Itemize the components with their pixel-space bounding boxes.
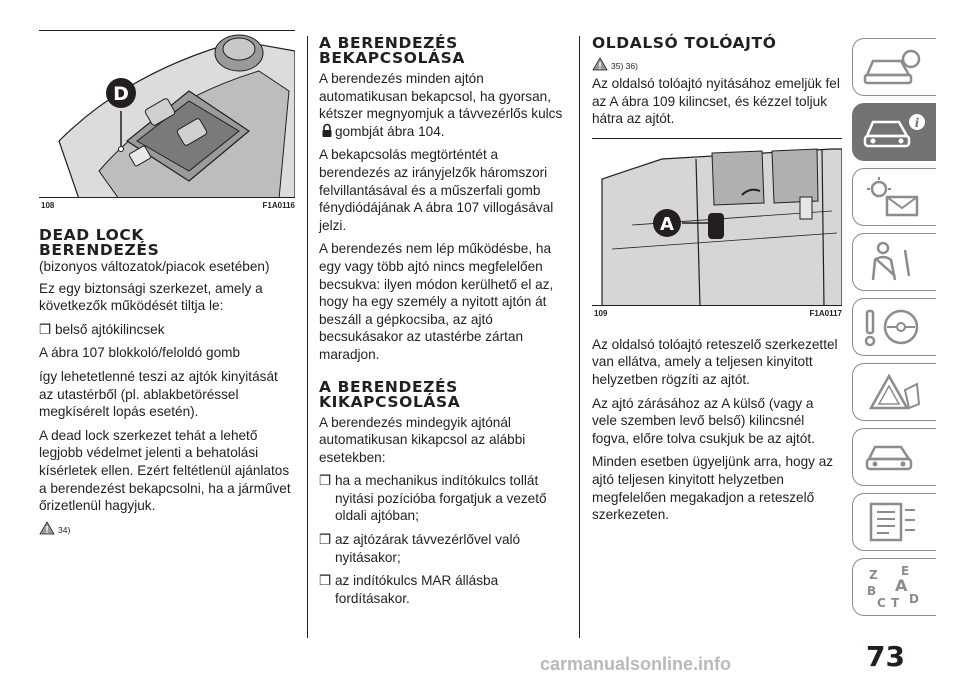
dead-lock-bullet1: ❒ belső ajtókilincsek bbox=[39, 321, 165, 337]
padlock-icon bbox=[321, 123, 333, 138]
car-info-icon bbox=[861, 110, 927, 154]
watermark: carmanualsonline.info bbox=[540, 654, 732, 674]
figure-109-caption bbox=[592, 306, 842, 318]
activation-p1 bbox=[319, 70, 565, 140]
warning-icon bbox=[39, 521, 55, 535]
figure-108-number: 108 bbox=[41, 201, 55, 210]
deactivation-p1: A berendezés mindegyik ajtónál automatikusan kikapcsol az alábbi esetekben: bbox=[319, 414, 526, 465]
index-letter: Z bbox=[869, 568, 878, 582]
document-list-icon bbox=[861, 500, 927, 544]
steering-wheel-icon bbox=[861, 305, 927, 349]
dead-lock-p3: így lehetetlenné teszi az ajtók kinyitását az utastérből (pl. ablakbetöréssel megkísérelt lopás esetén). bbox=[39, 368, 278, 420]
tab-warning-lights[interactable] bbox=[852, 168, 936, 226]
callout-d-label: D bbox=[113, 83, 129, 105]
sliding-door-p4: Minden esetben ügyeljünk arra, hogy az ajtó teljesen kinyitott helyzetben megfelelően megakadjon a reteszelő szerkezeten. bbox=[592, 454, 834, 523]
figure-109 bbox=[592, 138, 842, 306]
figure-108 bbox=[39, 30, 295, 198]
activation-p1-after: gombját ábra 104. bbox=[335, 123, 445, 139]
tab-knowing-the-car[interactable] bbox=[852, 38, 936, 96]
activation-p1-before: A berendezés minden ajtón automatikusan bekapcsol, ha gyorsan, kétszer megnyomjuk a távvezérlős kulcs bbox=[319, 71, 563, 122]
column-sliding-door bbox=[592, 36, 842, 530]
dead-lock-note: (bizonyos változatok/piacok esetében) bbox=[39, 259, 270, 274]
tab-index[interactable] bbox=[852, 558, 936, 616]
activation-heading bbox=[319, 36, 565, 66]
emergency-triangle-icon bbox=[861, 370, 927, 414]
dead-lock-warning-ref bbox=[39, 521, 295, 535]
sliding-door-p2: Az oldalsó tolóajtó reteszelő szerkezettel van ellátva, amely a teljesen kinyitott helyzetben rögzíti az ajtót. bbox=[592, 336, 838, 387]
tab-servicing-and-care[interactable] bbox=[852, 428, 936, 486]
activation-heading-line1: A BERENDEZÉS bbox=[319, 34, 458, 52]
figure-108-caption bbox=[39, 198, 295, 210]
sliding-door-p1: Az oldalsó tolóajtó nyitásához emeljük fel az A ábra 109 kilincset, és kézzel toljuk hátra az ajtót. bbox=[592, 76, 840, 127]
tab-knowing-the-vehicle-info[interactable] bbox=[852, 103, 936, 161]
index-letter: C bbox=[877, 596, 886, 609]
deactivation-heading-line1: A BERENDEZÉS bbox=[319, 377, 458, 396]
dead-lock-p1: Ez egy biztonsági szerkezet, amely a következők működését tiltja le: bbox=[39, 280, 263, 314]
column-dead-lock bbox=[39, 30, 295, 541]
deactivation-bullet2: ❒ az ajtózárak távvezérlővel való nyitásakor; bbox=[319, 532, 521, 565]
dead-lock-heading-line2: BERENDEZÉS bbox=[39, 241, 160, 259]
sliding-door-ref-text: 35) 36) bbox=[611, 61, 638, 71]
figure-109-code: F1A0117 bbox=[809, 308, 842, 318]
activation-p2: A bekapcsolás megtörténtét a berendezés az irányjelzők háromszori felvillantásával és a műszerfali gomb fénydiódájának A ábra 107 villogásával jelzi. bbox=[319, 147, 554, 233]
column-divider-2 bbox=[579, 36, 580, 638]
callout-a-label: A bbox=[660, 213, 674, 235]
alphabet-index-icon bbox=[861, 565, 927, 609]
sliding-door-heading: OLDALSÓ TOLÓAJTÓ bbox=[592, 34, 777, 52]
column-activation bbox=[319, 36, 565, 613]
deactivation-bullet1: ❒ ha a mechanikus indítókulcs tollát nyitási pozícióba forgatjuk a vezető oldali ajtóban; bbox=[319, 473, 547, 524]
figure-108-code: F1A0116 bbox=[262, 201, 295, 210]
tab-in-an-emergency[interactable] bbox=[852, 363, 936, 421]
activation-p3: A berendezés nem lép működésbe, ha egy vagy több ajtó nincs megfelelően becsukva: ilyen módon kerülhető el az, hogy ha egy személy a nyitott ajtón át beszáll a gépkocsiba, az ajtó becsukásakor az utastérbe zártan maradjon. bbox=[319, 241, 554, 362]
sliding-door-p3: Az ajtó zárásához az A külső (vagy a vele szemben levő belső) kilincsnél fogva, előre tolva csukjuk be az ajtót. bbox=[592, 395, 815, 446]
index-letter: D bbox=[909, 592, 919, 606]
index-letter: T bbox=[891, 596, 900, 609]
deactivation-heading bbox=[319, 377, 565, 411]
warning-lights-icon bbox=[861, 175, 927, 219]
dead-lock-ref-text: 34) bbox=[58, 524, 71, 535]
door-switch-illustration bbox=[39, 31, 295, 198]
tab-safety[interactable] bbox=[852, 233, 936, 291]
index-letter: E bbox=[901, 565, 910, 578]
svg-text:i: i bbox=[914, 116, 920, 130]
figure-109-number: 109 bbox=[594, 308, 608, 318]
van-sliding-door-illustration bbox=[592, 139, 842, 306]
car-dashboard-icon bbox=[861, 45, 927, 89]
index-letter: A bbox=[895, 576, 908, 595]
tab-technical-specifications[interactable] bbox=[852, 493, 936, 551]
deactivation-bullet3: ❒ az indítókulcs MAR állásba fordításakor. bbox=[319, 573, 499, 606]
car-service-icon bbox=[861, 435, 927, 479]
activation-heading-line2: BEKAPCSOLÁSA bbox=[319, 49, 466, 67]
index-letter: B bbox=[867, 584, 877, 598]
dead-lock-p4: A dead lock szerkezet tehát a lehető legjobb védelmet jelenti a behatolási kísérletek ellen. Ezért feltétlenül ajánlatos a berendezést bekapcsolni, ha a járművet őrizetlenül hagyjuk. bbox=[39, 427, 291, 514]
tab-starting-and-driving[interactable] bbox=[852, 298, 936, 356]
sliding-door-warning-ref bbox=[592, 57, 842, 71]
deactivation-heading-line2: KIKAPCSOLÁSA bbox=[319, 392, 461, 411]
warning-icon bbox=[592, 57, 608, 71]
column-divider-1 bbox=[307, 36, 308, 638]
chapter-tabs bbox=[852, 38, 936, 623]
door-handle bbox=[708, 213, 724, 239]
seat-belt-icon bbox=[861, 240, 927, 284]
dead-lock-heading bbox=[39, 228, 295, 258]
dead-lock-heading-line1: DEAD LOCK bbox=[39, 226, 144, 244]
page-number: 73 bbox=[866, 640, 905, 673]
dead-lock-p2: A ábra 107 blokkoló/feloldó gomb bbox=[39, 345, 241, 361]
